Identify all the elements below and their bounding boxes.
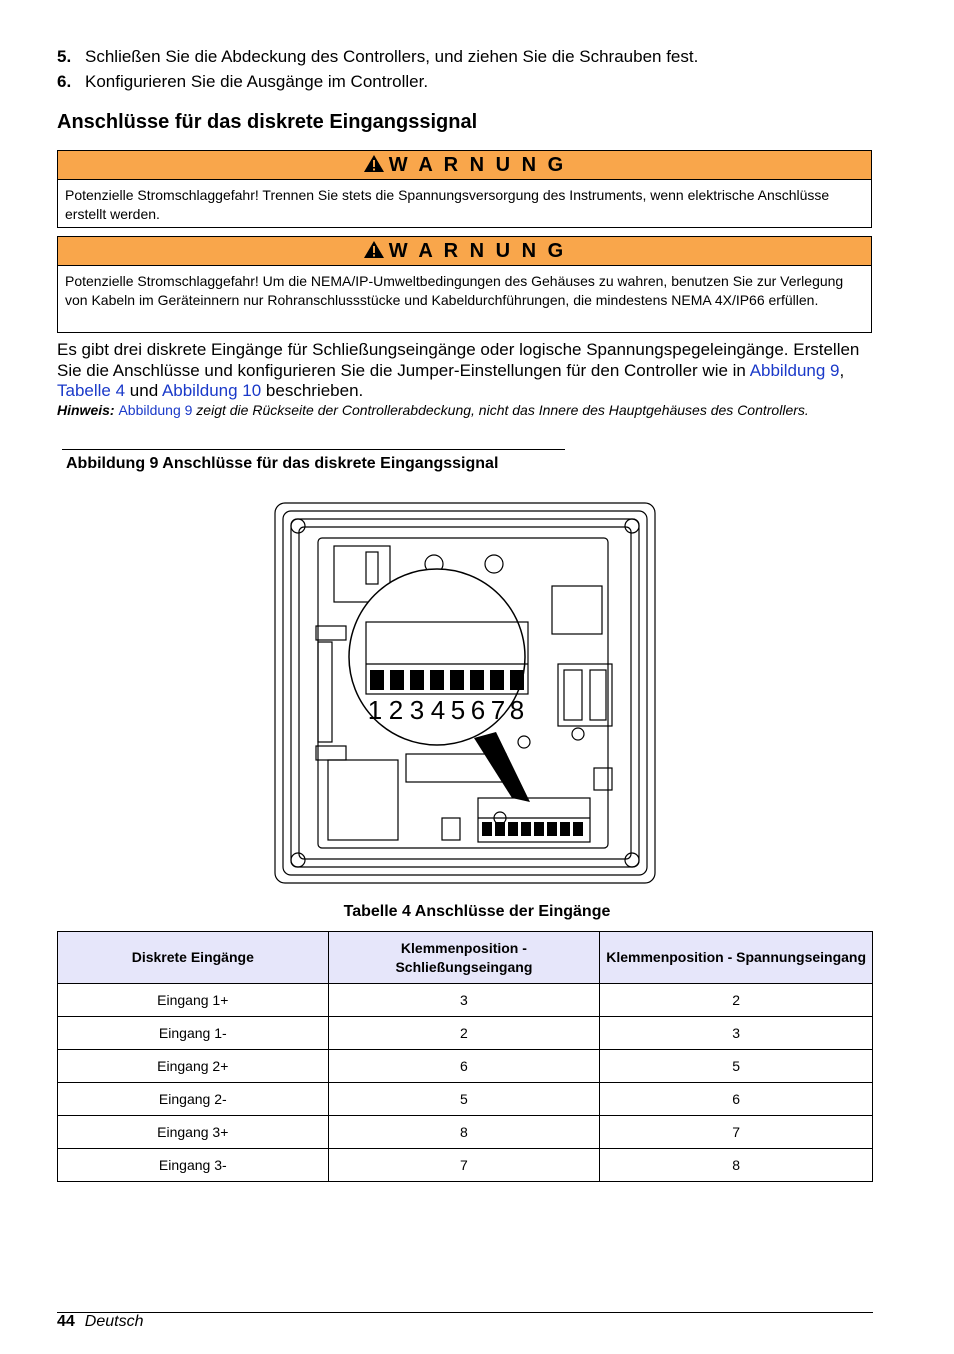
- cell-voltage: 8: [600, 1149, 873, 1182]
- screw-top-right: [625, 519, 639, 533]
- left-clip-bottom: [316, 746, 346, 760]
- step-5: [57, 47, 698, 67]
- warning-text: Potenzielle Stromschlaggefahr! Trennen Sie stets die Spannungsversorgung des Instruments, wenn elektrische Anschlüsse erstellt werden.: [65, 187, 830, 222]
- cell-voltage: 5: [600, 1050, 873, 1083]
- intro-text-end: beschrieben.: [261, 381, 364, 400]
- warning-triangle-icon: [363, 154, 385, 173]
- figure-caption: Abbildung 9 Anschlüsse für das diskrete Eingangssignal: [66, 455, 499, 472]
- right-terminal-left: [564, 670, 582, 720]
- terminal-slot: [573, 822, 583, 836]
- screw-top-left: [291, 519, 305, 533]
- table-row: [58, 1050, 873, 1083]
- link-abbildung-9[interactable]: Abbildung 9: [749, 360, 840, 380]
- page-number: 44: [57, 1313, 75, 1330]
- standoff: [518, 736, 530, 748]
- terminal-slot: [495, 822, 505, 836]
- terminal-slot: [547, 822, 557, 836]
- inputs-table: [57, 931, 873, 1182]
- warning-header: [58, 151, 871, 180]
- cell-voltage: 6: [600, 1083, 873, 1116]
- cell-input: Eingang 3-: [58, 1149, 329, 1182]
- cell-closure: 8: [328, 1116, 600, 1149]
- figure-rule: [62, 449, 565, 450]
- terminal-slot: [560, 822, 570, 836]
- cell-voltage: 7: [600, 1116, 873, 1149]
- left-connector: [318, 642, 332, 742]
- intro-separator: und: [125, 381, 162, 400]
- table-row: [58, 1116, 873, 1149]
- warning-box-2: [57, 236, 872, 333]
- cell-closure: 3: [328, 984, 600, 1017]
- lower-left-panel: [328, 760, 398, 840]
- cell-input: Eingang 1-: [58, 1017, 329, 1050]
- right-terminal-right: [590, 670, 606, 720]
- header-schliessungseingang: Klemmenposition - Schließungseingang: [328, 932, 600, 984]
- step-6: [57, 72, 428, 92]
- terminal-number-8: 8: [509, 695, 525, 725]
- small-connector-bottom: [442, 818, 460, 840]
- cell-input: Eingang 2-: [58, 1083, 329, 1116]
- step-number: 5.: [57, 47, 72, 66]
- warning-title: W A R N U N G: [388, 154, 567, 176]
- header-diskrete-eingaenge: Diskrete Eingänge: [58, 932, 329, 984]
- terminal-slot: [508, 822, 518, 836]
- warning-title: W A R N U N G: [388, 240, 567, 262]
- section-title: Anschlüsse für das diskrete Eingangssignal: [57, 111, 478, 133]
- right-terminal-block: [558, 664, 612, 726]
- terminal-number-5: 5: [450, 695, 466, 725]
- standoff: [572, 728, 584, 740]
- screw-bottom-left: [291, 853, 305, 867]
- note-label: Hinweis:: [57, 402, 115, 418]
- mount-hole-top-right: [485, 555, 503, 573]
- cell-closure: 7: [328, 1149, 600, 1182]
- terminal-number-4: 4: [430, 695, 446, 725]
- jumper-header: [366, 552, 378, 584]
- terminal-number-6: 6: [470, 695, 486, 725]
- cell-closure: 2: [328, 1017, 600, 1050]
- table-caption: Tabelle 4 Anschlüsse der Eingänge: [343, 903, 611, 920]
- terminal-number-2: 2: [388, 695, 404, 725]
- table-header-row: [58, 932, 873, 984]
- intro-paragraph: [57, 340, 887, 402]
- controller-diagram: [274, 502, 657, 885]
- cell-voltage: 3: [600, 1017, 873, 1050]
- link-tabelle-4[interactable]: Tabelle 4: [57, 381, 126, 400]
- step-text: Schließen Sie die Abdeckung des Controllers, und ziehen Sie die Schrauben fest.: [85, 47, 699, 66]
- warning-box-1: [57, 150, 872, 228]
- warning-header: [58, 237, 871, 266]
- callout-pointer: [474, 732, 530, 802]
- terminal-number-7: 7: [490, 695, 506, 725]
- intro-text: Es gibt drei diskrete Eingänge für Schließungseingänge oder logische Spannungspegeleingänge. Erstellen Sie die Anschlüsse und konfigurieren Sie die Jumper-Einstellungen für den Controller wie in: [57, 340, 860, 380]
- table-row: [58, 1149, 873, 1182]
- cell-closure: 6: [328, 1050, 600, 1083]
- table-row: [58, 1083, 873, 1116]
- note: [57, 401, 877, 419]
- note-text: zeigt die Rückseite der Controllerabdeckung, nicht das Innere des Hauptgehäuses des Controllers.: [192, 402, 809, 418]
- screw-bottom-right: [625, 853, 639, 867]
- intro-separator: ,: [839, 360, 845, 380]
- note-link-abbildung-9[interactable]: Abbildung 9: [118, 402, 193, 418]
- side-panel: [552, 586, 602, 634]
- terminal-slot: [482, 822, 492, 836]
- cell-voltage: 2: [600, 984, 873, 1017]
- cell-closure: 5: [328, 1083, 600, 1116]
- warning-triangle-icon: [363, 240, 385, 259]
- terminal-number-1: 1: [367, 695, 383, 725]
- header-spannungseingang: Klemmenposition - Spannungseingang: [600, 932, 873, 984]
- cell-input: Eingang 1+: [58, 984, 329, 1017]
- left-clip-top: [316, 626, 346, 640]
- warning-text: Potenzielle Stromschlaggefahr! Um die NEMA/IP-Umweltbedingungen des Gehäuses zu wahren, benutzen Sie zur Verlegung von Kabeln im Geräteinnern nur Rohranschlussstücke und Kabeldurchführungen, die mindestens NEMA 4X/IP66 erfüllen.: [65, 273, 844, 308]
- terminal-slot: [521, 822, 531, 836]
- terminal-number-3: 3: [409, 695, 425, 725]
- footer-language: Deutsch: [84, 1313, 144, 1330]
- table-row: [58, 984, 873, 1017]
- step-text: Konfigurieren Sie die Ausgänge im Controller.: [85, 72, 429, 91]
- cell-input: Eingang 2+: [58, 1050, 329, 1083]
- footer-rule: [57, 1312, 873, 1313]
- cell-input: Eingang 3+: [58, 1116, 329, 1149]
- small-connector-right: [594, 768, 612, 790]
- page-footer: [57, 1313, 144, 1331]
- link-abbildung-10[interactable]: Abbildung 10: [161, 381, 262, 400]
- table-row: [58, 1017, 873, 1050]
- terminal-slot: [534, 822, 544, 836]
- step-number: 6.: [57, 72, 72, 91]
